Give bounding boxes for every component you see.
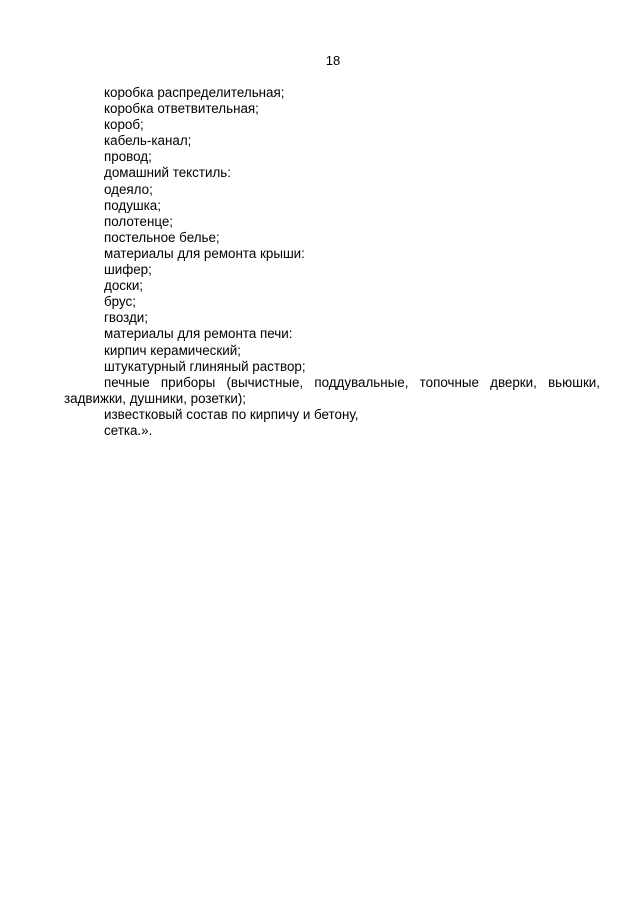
list-item: подушка; bbox=[104, 197, 161, 213]
list-after bbox=[64, 407, 600, 439]
list-item: известковый состав по кирпичу и бетону, bbox=[104, 406, 359, 422]
list-item: коробка ответвительная; bbox=[104, 101, 259, 117]
list-item: кирпич керамический; bbox=[104, 342, 241, 358]
wrapped-paragraph: печные приборы (вычистные, поддувальные, топочные дверки, вьюшки, задвижки, душники, розетки); bbox=[64, 374, 600, 406]
list-item: коробка распределительная; bbox=[104, 85, 285, 100]
list-item: провод; bbox=[104, 149, 152, 165]
list-item: домашний текстиль: bbox=[104, 165, 231, 181]
page-number: 18 bbox=[325, 53, 341, 68]
list-item: полотенце; bbox=[104, 213, 174, 229]
list-item: гвозди; bbox=[104, 310, 149, 326]
list-item: шифер; bbox=[104, 262, 152, 278]
list-item: брус; bbox=[104, 294, 136, 310]
list-item: материалы для ремонта крыши: bbox=[104, 245, 305, 261]
list-body bbox=[64, 85, 600, 439]
list-item: сетка.». bbox=[104, 422, 153, 438]
list-item: материалы для ремонта печи: bbox=[104, 326, 293, 342]
list-item: постельное белье; bbox=[104, 229, 220, 245]
list-item: штукатурный глиняный раствор; bbox=[104, 358, 306, 374]
list-item: доски; bbox=[104, 278, 144, 294]
list-item: одеяло; bbox=[104, 181, 153, 197]
list-before bbox=[64, 85, 600, 375]
list-item: кабель-канал; bbox=[104, 133, 192, 149]
list-item: короб; bbox=[104, 117, 144, 133]
